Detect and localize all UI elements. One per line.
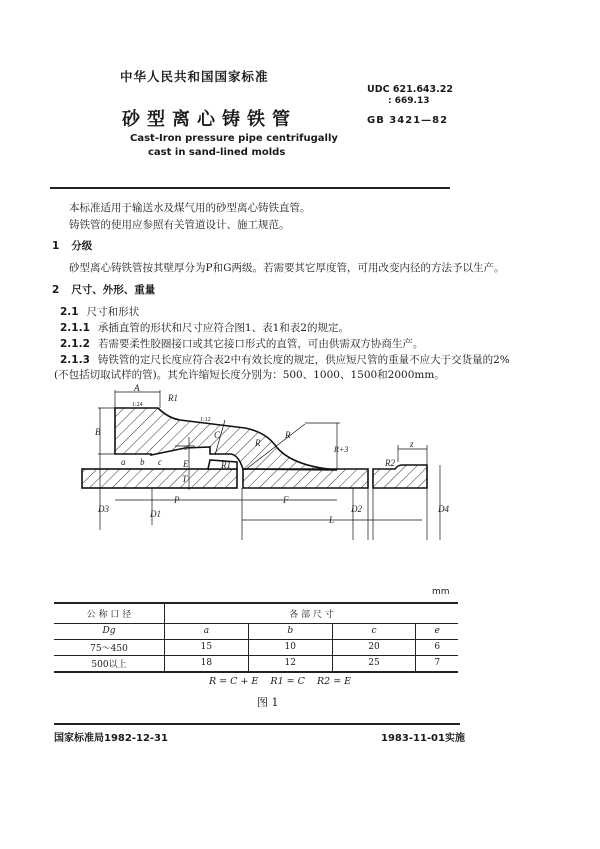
footer-divider [54,723,460,725]
cell: 25 [332,655,416,672]
label-E: E [183,459,189,469]
cell: 500以上 [54,655,165,672]
title-cn: 砂型离心铸铁管 [122,109,297,130]
radius-formula: R = C + E R1 = C R2 = E [209,676,352,687]
section-2-1-3-num: 2.1.3 [60,354,90,366]
label-D2: D2 [351,504,362,514]
label-R-plus-3: R+3 [334,445,349,454]
header-dimensions: 各 部 尺 寸 [289,609,334,620]
effective-date: 1983-11-01实施 [381,733,465,744]
section-1-num: 1 [52,240,60,252]
label-D4: D4 [438,504,449,514]
label-c: c [158,457,162,467]
label-F: F [283,495,289,505]
col-e: e [434,626,440,636]
issuing-org: 中华人民共和国国家标准 [120,69,269,84]
label-A: A [134,383,140,393]
intro-2: 铸铁管的使用应参照有关管道设计、施工规范。 [69,219,290,231]
section-2-num: 2 [52,284,60,296]
pipe-wall-right [243,469,368,488]
label-D3: D3 [98,504,109,514]
cell: 18 [165,655,249,672]
col-a: a [165,623,249,639]
section-2-title: 尺寸、外形、重量 [71,284,156,296]
col-dg: Dg [54,623,165,639]
title-en-2: cast in sand-lined molds [148,147,286,158]
section-2-1-3-text-2: (不包括切取试样的管)。其允许缩短长度分别为：500、1000、1500和2000mm。 [54,369,445,381]
col-b: b [248,623,332,639]
label-R-2: R [285,430,291,440]
label-b: b [140,457,145,467]
cell: 6 [434,642,441,652]
section-1-text: 砂型离心铸铁管按其壁厚分为P和G两级。若需要其它厚度管，可用改变内径的方法予以生产。 [69,262,505,274]
udc-code-2: : 669.13 [388,96,430,106]
figure-caption: 图 1 [257,696,279,709]
label-z: z [410,439,414,449]
table-row [54,655,458,672]
cell: 10 [248,639,332,655]
label-B: B [95,427,101,437]
dimension-table [54,602,458,673]
label-L: L [329,515,335,525]
intro-1: 本标准适用于输送水及煤气用的砂型离心铸铁直管。 [69,202,311,214]
label-R1: R1 [221,460,231,470]
label-P: P [174,495,180,505]
spigot-end [373,465,427,488]
label-taper-1-12: 1:12 [200,417,211,423]
label-a: a [121,457,126,467]
section-2-1-num: 2.1 [60,306,79,318]
label-D1: D1 [150,509,161,519]
section-2-1-title: 尺寸和形状 [86,306,140,318]
label-e: e [184,442,188,452]
pipe-wall-left [82,469,237,488]
section-2-1-1-num: 2.1.1 [60,322,90,334]
udc-code: UDC 621.643.22 [367,84,453,95]
cell: 12 [248,655,332,672]
label-taper-1-24: 1:24 [132,402,143,408]
label-R1-top: R1 [168,393,178,403]
section-2-1-3-text: 铸铁管的定尺长度应符合表2中有效长度的规定，供应短尺管的重量不应大于交货量的2% [97,354,510,366]
unit-label: mm [432,587,450,597]
col-c: c [332,623,416,639]
label-R-1: R [255,438,261,448]
label-C: C [214,430,221,440]
cell: 7 [434,658,441,668]
cell: 75～450 [54,639,165,655]
section-2-1-2-num: 2.1.2 [60,338,90,350]
standard-number: GB 3421—82 [367,115,449,126]
section-2-1-1-text: 承插直管的形状和尺寸应符合图1、表1和表2的规定。 [97,322,349,334]
table-row [54,639,458,655]
issue-date: 国家标准局1982-12-31 [54,733,168,744]
header-nominal-diameter: 公 称 口 径 [54,603,165,623]
title-en-1: Cast-Iron pressure pipe centrifugally [130,133,338,144]
cell: 20 [332,639,416,655]
section-2-1-2-text: 若需要柔性胶圈接口或其它接口形式的直管，可由供需双方协商生产。 [97,338,424,350]
label-R2: R2 [385,458,395,468]
label-T: T [182,474,188,484]
section-1-title: 分级 [71,240,93,252]
cell: 15 [165,639,249,655]
